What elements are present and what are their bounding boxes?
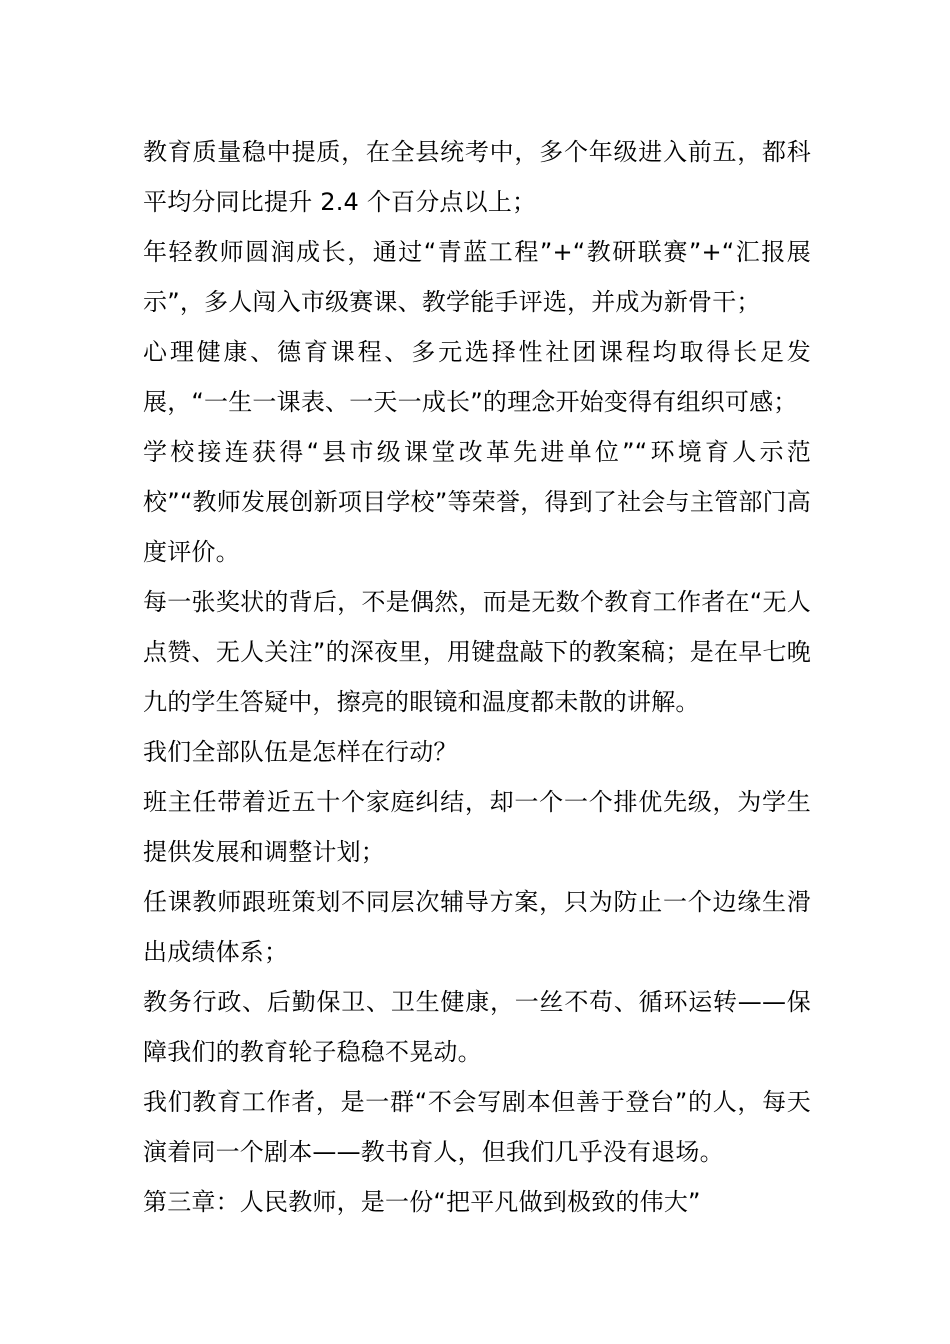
paragraph-behind-awards: 每一张奖状的背后，不是偶然，而是无数个教育工作者在“无人点赞、无人关注”的深夜里，用键盘敲下的教案稿；是在早七晚九的学生答疑中，擦亮的眼镜和温度都未散的讲解。 [143,588,811,716]
paragraph-young-teachers: 年轻教师圆润成长，通过“青蓝工程”+“教研联赛”+“汇报展示”，多人闯入市级赛课、教学能手评选，并成为新骨干； [143,238,811,316]
paragraph-head-teachers: 班主任带着近五十个家庭纠结，却一个一个排优先级，为学生提供发展和调整计划； [143,788,811,866]
paragraph-school-honors: 学校接连获得“县市级课堂改革先进单位”“环境育人示范校”“教师发展创新项目学校”等荣誉，得到了社会与主管部门高度评价。 [143,438,811,566]
paragraph-team-question: 我们全部队伍是怎样在行动？ [143,738,458,766]
paragraph-educators-stage: 我们教育工作者，是一群“不会写剧本但善于登台”的人，每天演着同一个剧本——教书育人，但我们几乎没有退场。 [143,1088,811,1166]
paragraph-quality-improvement: 教育质量稳中提质，在全县统考中，多个年级进入前五，都科平均分同比提升 2.4 个百分点以上； [143,138,811,216]
paragraph-support-staff: 教务行政、后勤保卫、卫生健康，一丝不苟、循环运转——保障我们的教育轮子稳稳不晃动。 [143,988,811,1066]
chapter-three-heading: 第三章：人民教师，是一份“把平凡做到极致的伟大” [143,1188,701,1216]
paragraph-subject-teachers: 任课教师跟班策划不同层次辅导方案，只为防止一个边缘生滑出成绩体系； [143,888,811,966]
document-body [143,127,811,1227]
paragraph-curriculum-development: 心理健康、德育课程、多元选择性社团课程均取得长足发展，“一生一课表、一天一成长”的理念开始变得有组织可感； [143,338,811,416]
